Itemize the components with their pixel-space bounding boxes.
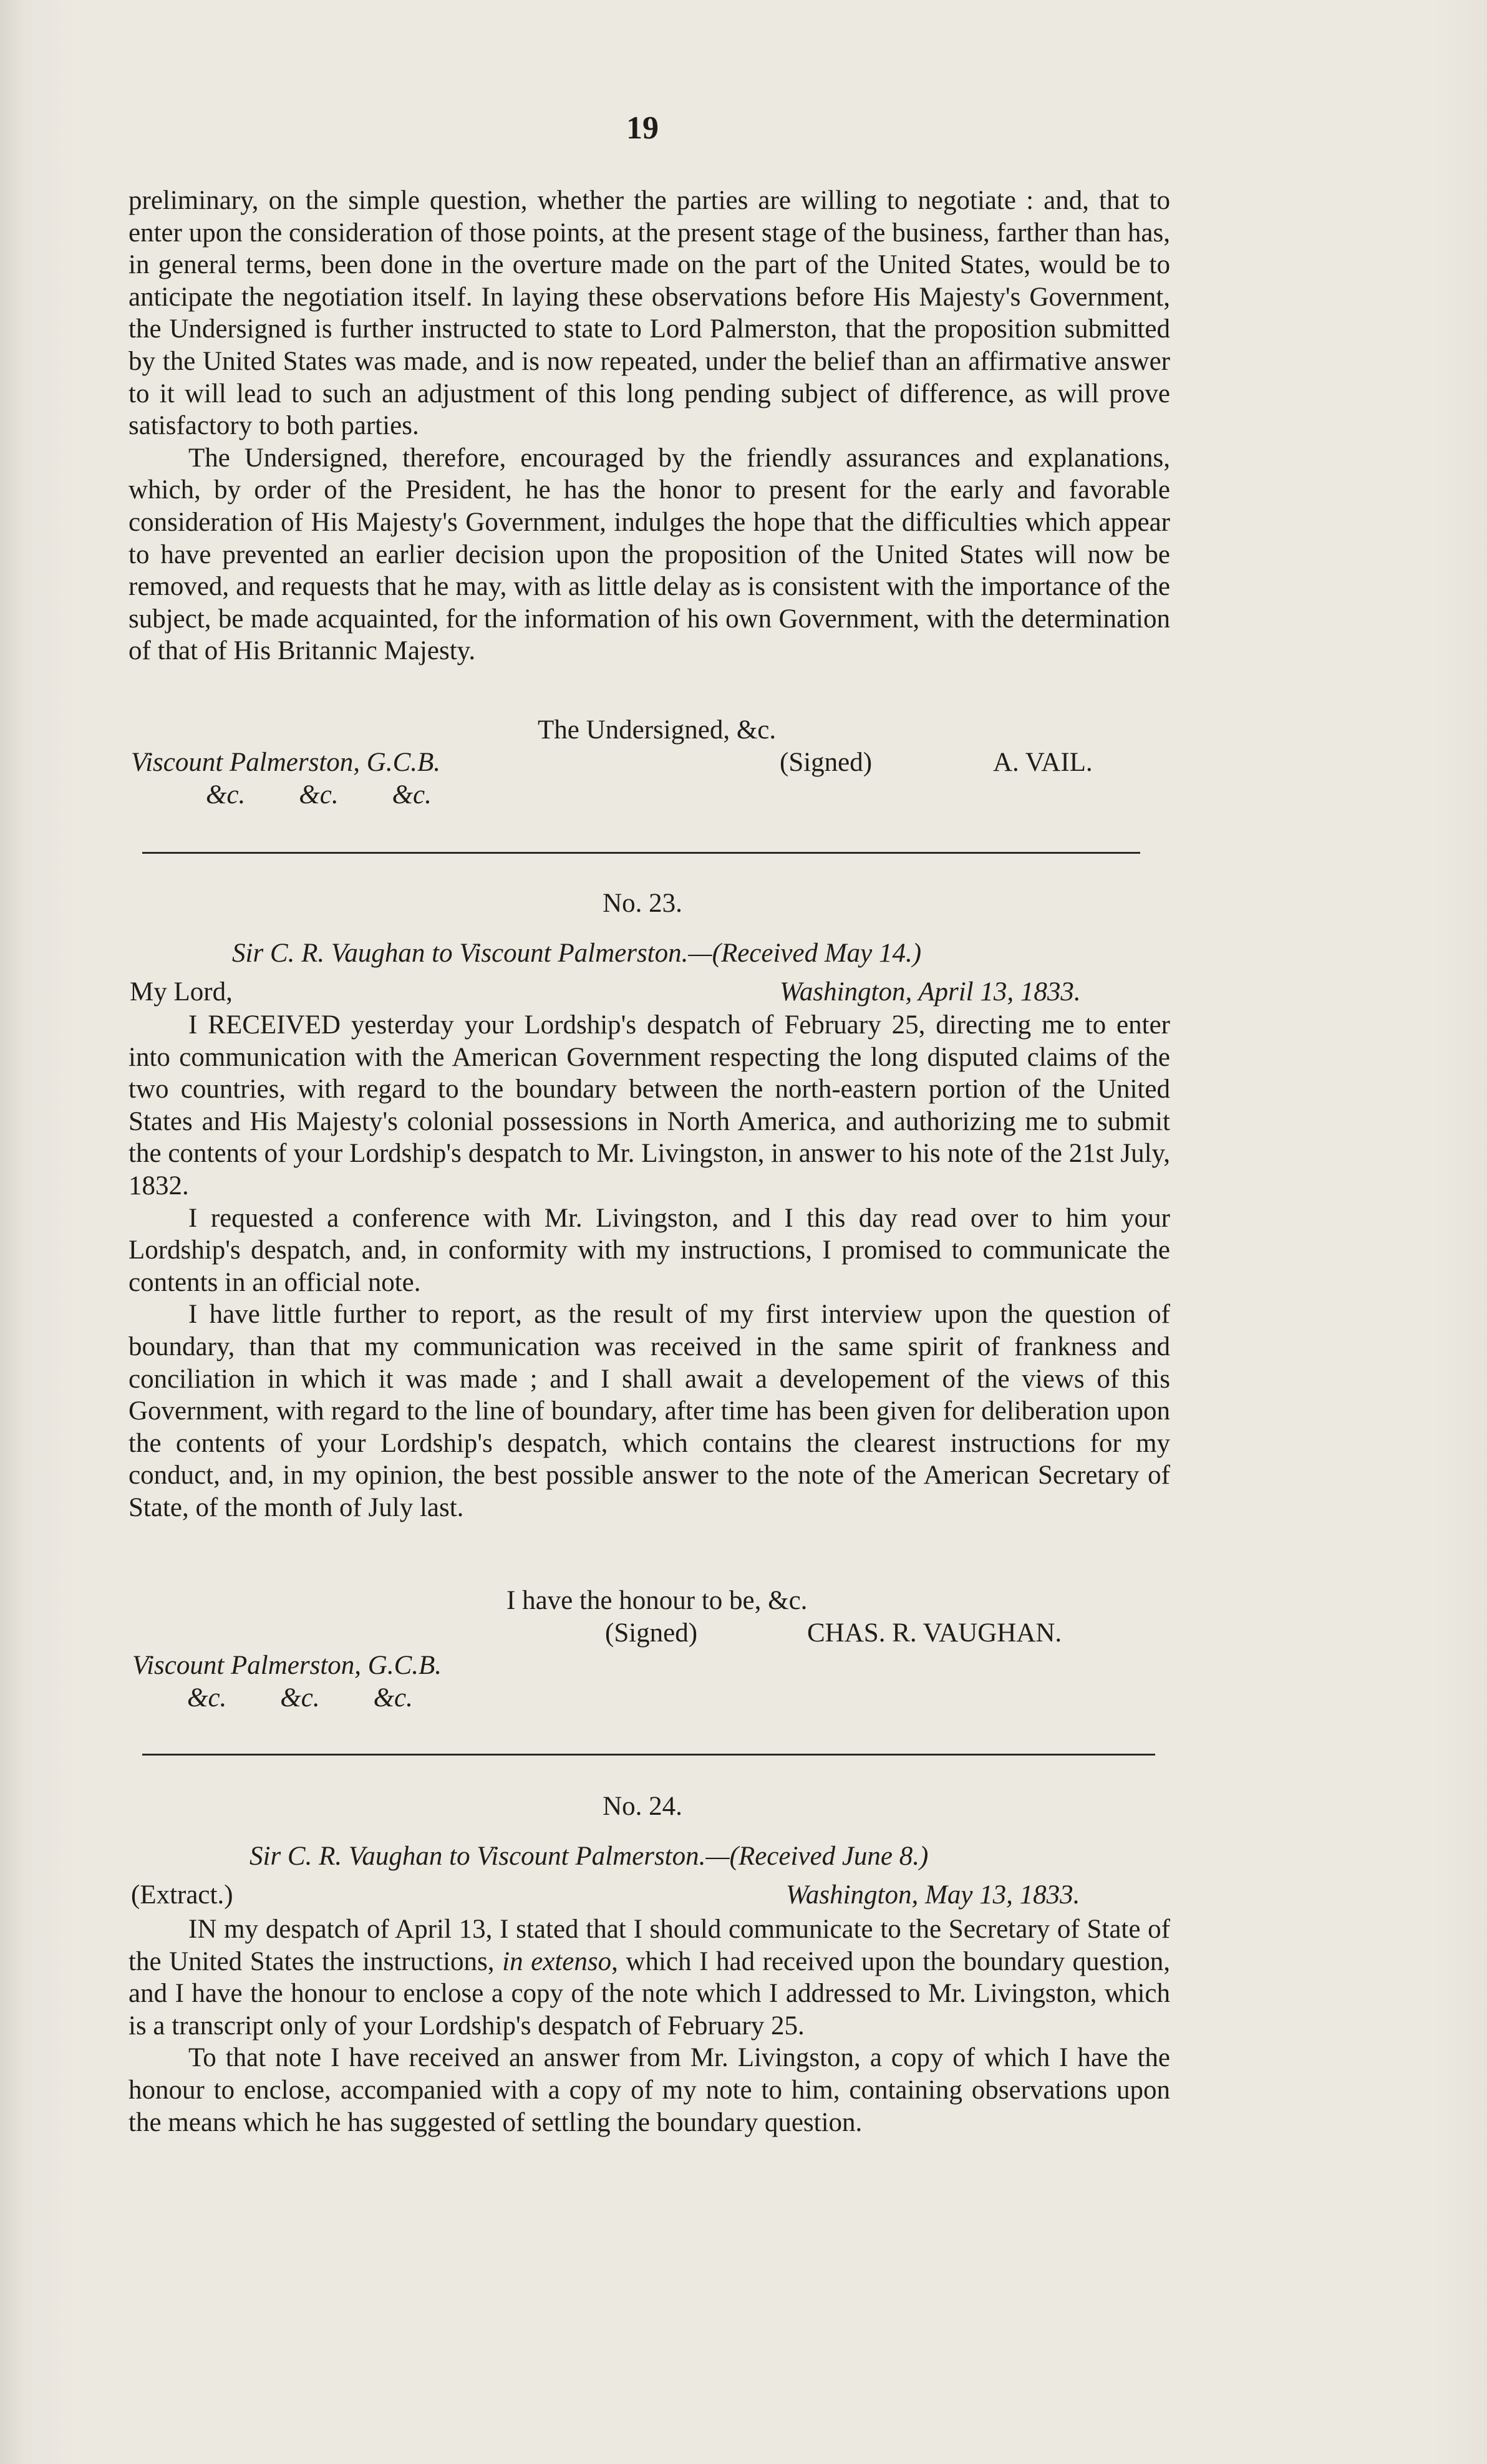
signer-name: A. VAIL. <box>993 748 1093 777</box>
paragraph-part: , which I had received upon the boundary question, and I have the honour to enclose a copy of the note which I addressed to Mr. Livingston, which is a transcript only of your Lordship's despatch of February 25. <box>128 1946 1170 2041</box>
paragraph: I have little further to report, as the result of my first interview upon the question of boundary, than that my communication was received in the same spirit of frankness and conciliation in which it was made ; and I shall await a developement of the views of this Government, with regard to the line of boundary, after time has been given for deliberation upon the contents of your Lordship's despatch, which contains the clearest instructions for my conduct, and, in my opinion, the best possible answer to the note of the American Secretary of State, of the month of July last. <box>128 1300 1170 1522</box>
signer-name: CHAS. R. VAUGHAN. <box>807 1618 1062 1648</box>
title-sender: Sir C. R. Vaughan to Viscount Palmerston. <box>249 1842 706 1871</box>
salutation: My Lord, <box>130 977 233 1007</box>
letter-body <box>128 1009 1170 1524</box>
paragraph <box>128 1913 1170 2042</box>
section-divider <box>142 1754 1155 1756</box>
addressee: Viscount Palmerston, G.C.B. <box>132 1651 442 1680</box>
paragraph-part: IN my despatch of April 13, I stated that I should communicate to the Secretary of State of the United States the instructions, <box>128 1915 1170 1976</box>
signed-label: (Signed) <box>780 748 873 777</box>
document-number: No. 24. <box>603 1792 682 1821</box>
paragraph: The Undersigned, therefore, encouraged by the friendly assurances and explanations, which, by order of the President, he has the honor to present for the early and favorable consideration of His Majesty's Government, indulges the hope that the difficulties which appear to have prevented an earlier decision upon the proposition of the United States will now be removed, and requests that he may, with as little delay as is consistent with the importance of the subject, be made acquainted, for the information of his own Government, with the determination of that of His Britannic Majesty. <box>128 443 1170 666</box>
letter-continuation <box>128 185 1170 667</box>
section-divider <box>142 852 1140 854</box>
closing-line: I have the honour to be, &c. <box>506 1586 808 1615</box>
title-received: —(Received May 14.) <box>688 939 922 968</box>
etc-line: &c. &c. &c. <box>187 1683 413 1713</box>
title-received: —(Received June 8.) <box>705 1842 929 1871</box>
letter-body <box>128 1913 1170 2138</box>
latin-term: in extenso <box>502 1946 612 1976</box>
document-title <box>232 938 921 969</box>
document-title <box>249 1841 928 1872</box>
document-number: No. 23. <box>603 889 682 918</box>
place-date: Washington, May 13, 1833. <box>786 1880 1080 1910</box>
extract-label: (Extract.) <box>131 1880 233 1910</box>
paragraph: I RECEIVED yesterday your Lordship's despatch of February 25, directing me to enter into communication with the American Government respecting the long disputed claims of the two countries, with regard to the boundary between the north-eastern portion of the United States and His Majesty's colonial possessions in North America, and authorizing me to submit the contents of your Lordship's despatch to Mr. Livingston, in answer to his note of the 21st July, 1832. <box>128 1010 1170 1201</box>
paragraph: I requested a conference with Mr. Livingston, and I this day read over to him your Lordship's despatch, and, in conformity with my instructions, I promised to communicate the contents in an official note. <box>128 1203 1170 1297</box>
paragraph: preliminary, on the simple question, whether the parties are willing to negotiate : and, that to enter upon the consideration of those points, at the present stage of the business, farther than has, in general terms, been done in the overture made on the part of the United States, would be to anticipate the negotiation itself. In laying these observations before His Majesty's Government, the Undersigned is further instructed to state to Lord Palmerston, that the proposition submitted by the United States was made, and is now repeated, under the belief than an affirmative answer to it will lead to such an adjustment of this long pending subject of difference, as will prove satisfactory to both parties. <box>128 186 1170 441</box>
title-sender: Sir C. R. Vaughan to Viscount Palmerston. <box>232 939 689 968</box>
signed-label: (Signed) <box>605 1618 698 1648</box>
paragraph: To that note I have received an answer from Mr. Livingston, a copy of which I have the honour to enclose, accompanied with a copy of my note to him, containing observations upon the means which he has suggested of settling the boundary question. <box>128 2043 1170 2137</box>
closing-line: The Undersigned, &c. <box>538 715 777 745</box>
page-number: 19 <box>626 110 659 146</box>
etc-line: &c. &c. &c. <box>206 780 432 809</box>
place-date: Washington, April 13, 1833. <box>780 977 1081 1007</box>
addressee: Viscount Palmerston, G.C.B. <box>131 748 441 777</box>
